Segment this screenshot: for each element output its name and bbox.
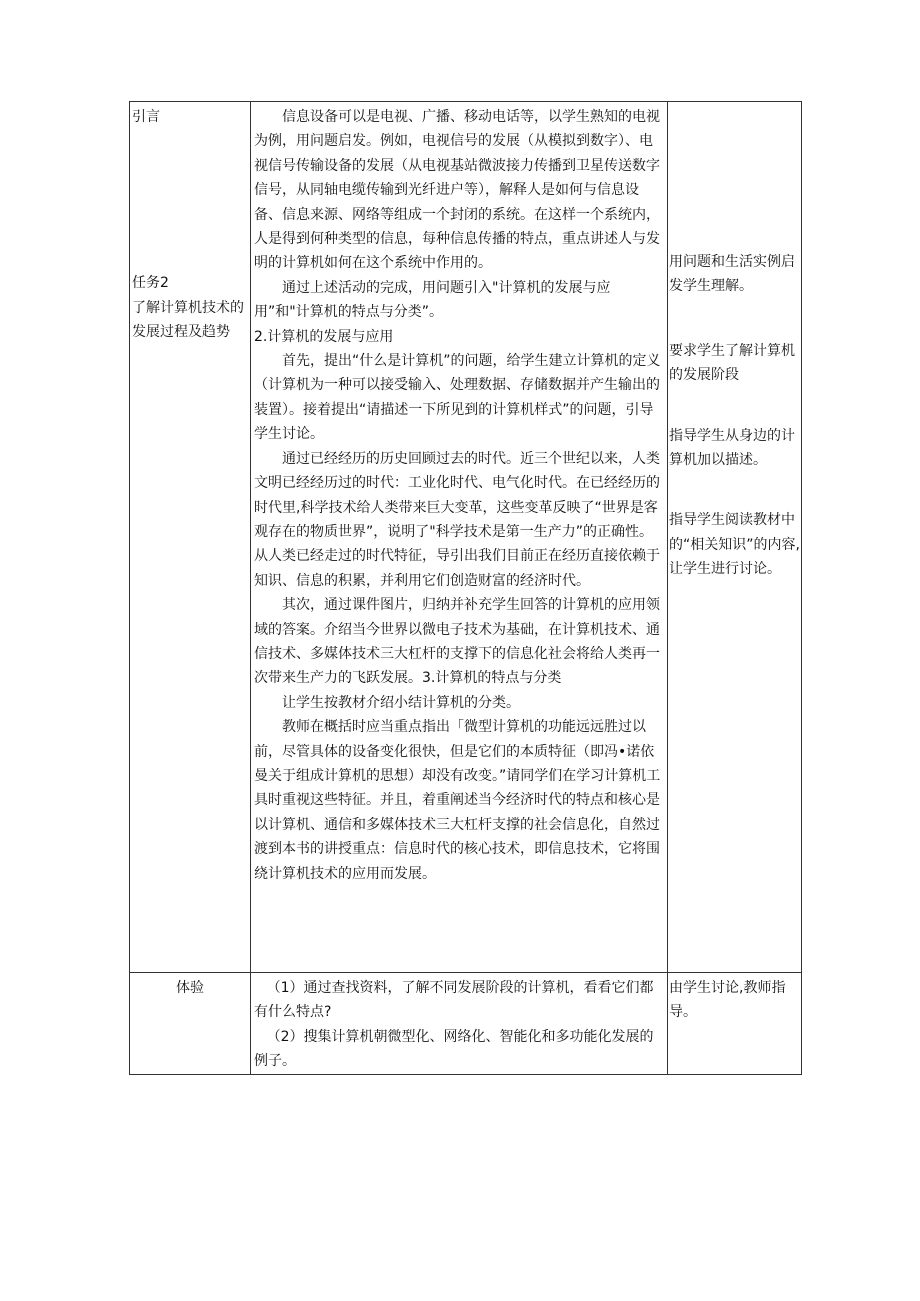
guidance-cell bbox=[668, 102, 802, 973]
content-paragraph: 教师在概括时应当重点指出「微型计算机的功能远远胜过以前，尽管具体的设备变化很快，但是它们的本质特征（即冯•诺依曼关于组成计算机的思想）却没有改变。”请同学们在学习计算机工具时重视这些特征。并且，着重阐述当今经济时代的特点和核心是以计算机、通信和多媒体技术三大杠杆支撑的社会信息化，自然过渡到本书的讲授重点：信息时代的核心技术，即信息技术，它将围绕计算机技术的应用而发展。 bbox=[254, 719, 661, 882]
content-paragraph: 信息设备可以是电视、广播、移动电话等，以学生熟知的电视为例，用问题启发。例如，电视信号的发展（从模拟到数字）、电视信号传输设备的发展（从电视基站微波接力传播到卫星传送数字信号，从同轴电缆传输到光纤进户等），解释人是如何与信息设备、信息来源、网络等组成一个封闭的系统。在这样一个系统内，人是得到何种类型的信息，每种信息传播的特点，重点讲述人与发明的计算机如何在这个系统中作用的。 bbox=[254, 109, 660, 272]
table-row bbox=[130, 973, 802, 1075]
table-row bbox=[130, 102, 802, 973]
task-number-label: 任务2 bbox=[132, 275, 169, 292]
lesson-plan-table bbox=[129, 101, 802, 1075]
guidance-note: 用问题和生活实例启发学生理解。 bbox=[669, 254, 795, 295]
stage-cell bbox=[130, 973, 251, 1075]
content-cell bbox=[251, 973, 668, 1075]
activity-item: （2）搜集计算机朝微型化、网络化、智能化和多功能化发展的例子。 bbox=[254, 1028, 654, 1070]
activity-item: （1）通过查找资料，了解不同发展阶段的计算机，看看它们都有什么特点? bbox=[254, 980, 654, 1021]
section-heading: 2.计算机的发展与应用 bbox=[254, 328, 394, 345]
stage-cell bbox=[130, 102, 251, 973]
content-cell bbox=[251, 102, 668, 973]
task-title-label: 了解计算机技术的发展过程及趋势 bbox=[132, 299, 244, 341]
content-paragraph: 其次，通过课件图片，归纳并补充学生回答的计算机的应用领域的答案。介绍当今世界以微电子技术为基础，在计算机技术、通信技术、多媒体技术三大杠杆的支撑下的信息化社会将给人类再一次带来生产力的飞跃发展。3.计算机的特点与分类 bbox=[254, 597, 660, 687]
content-paragraph: 通过上述活动的完成，用问题引入"计算机的发展与应用”和"计算机的特点与分类”。 bbox=[254, 279, 611, 321]
content-paragraph: 首先，提出“什么是计算机”的问题，给学生建立计算机的定义（计算机为一种可以接受输入、处理数据、存储数据并产生输出的装置）。接着提出“请描述一下所见到的计算机样式”的问题，引导学生讨论。 bbox=[254, 353, 661, 443]
guidance-note: 指导学生从身边的计算机加以描述。 bbox=[669, 427, 795, 469]
guidance-cell bbox=[668, 973, 802, 1075]
guidance-note: 要求学生了解计算机的发展阶段 bbox=[669, 342, 795, 384]
content-paragraph: 让学生按教材介绍小结计算机的分类。 bbox=[282, 694, 520, 711]
lesson-plan-table-container bbox=[129, 101, 801, 1075]
stage-experience-label: 体验 bbox=[176, 980, 204, 996]
guidance-note: 由学生讨论,教师指导。 bbox=[669, 980, 786, 1021]
content-paragraph: 通过已经经历的历史回顾过去的时代。近三个世纪以来，人类文明已经经历过的时代：工业化时代、电气化时代。在已经经历的时代里,科学技术给人类带来巨大变革，这些变革反映了“世界是客观存在的物质世界”，说明了"科学技术是第一生产力”的正确性。从人类已经走过的时代特征，导引出我们目前正在经历直接依赖于知识、信息的积累，并利用它们创造财富的经济时代。 bbox=[254, 450, 660, 589]
guidance-note: 指导学生阅读教材中的“相关知识”的内容,让学生进行讨论。 bbox=[669, 512, 800, 578]
stage-intro-label: 引言 bbox=[132, 109, 160, 125]
